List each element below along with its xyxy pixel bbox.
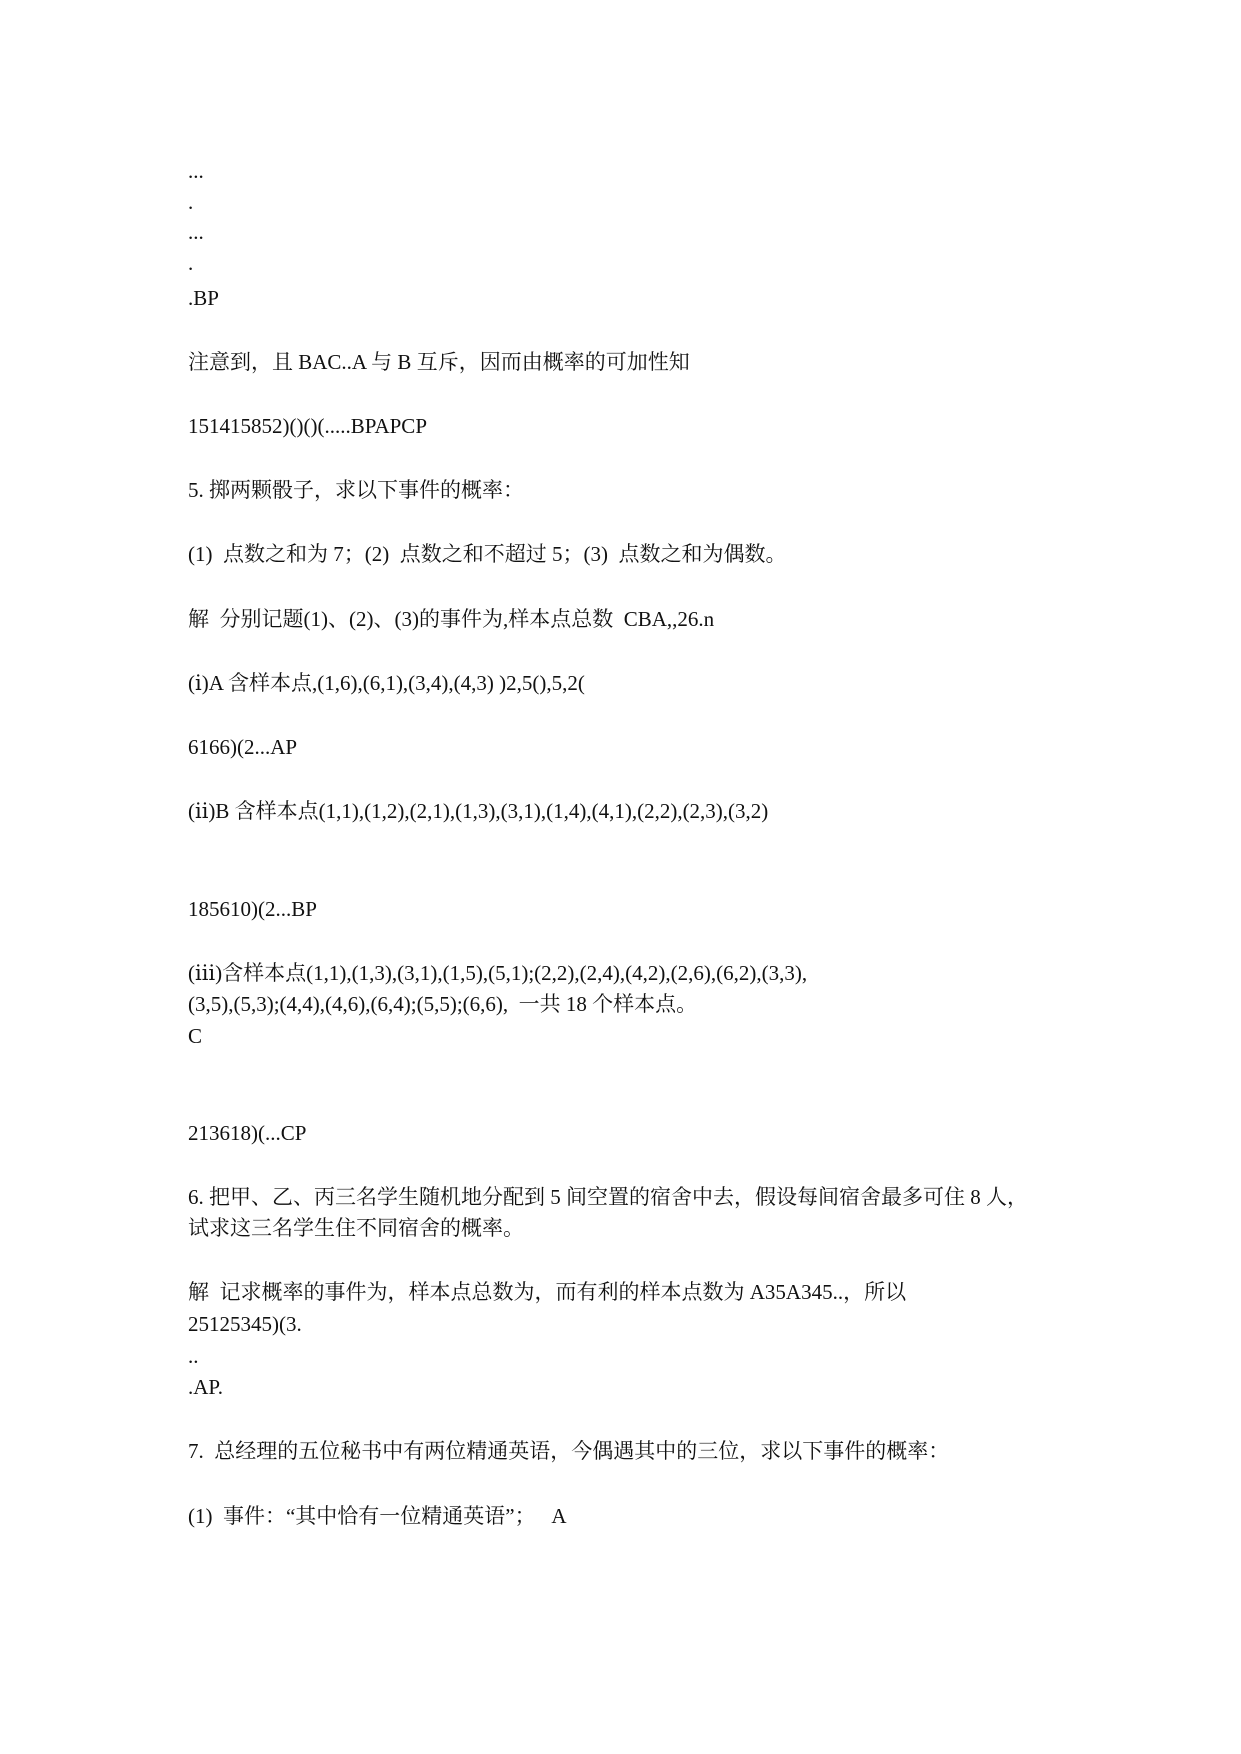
text-line: ... — [188, 220, 204, 244]
formula-line: 185610)(2...BP — [188, 897, 317, 921]
formula-line: .AP. — [188, 1375, 224, 1399]
solution-line: 解 分别记题(1)、(2)、(3)的事件为,样本点总数 CBA,,26.n — [188, 607, 715, 631]
formula-line: 6166)(2...AP — [188, 735, 298, 759]
text-line: ... — [188, 159, 204, 183]
text-line: (ⅲ)含样本点(1,1),(1,3),(3,1),(1,5),(5,1);(2,2),(2,4),(4,2),(2,6),(6,2),(3,3), — [188, 961, 808, 985]
text-line: 试求这三名学生住不同宿舍的概率。 — [188, 1216, 524, 1240]
text-line: (ⅰ)A 含样本点,(1,6),(6,1),(3,4),(4,3) )2,5(),5,2( — [188, 671, 585, 695]
text-line: (1) 点数之和为 7；(2) 点数之和不超过 5；(3) 点数之和为偶数。 — [188, 542, 787, 566]
formula-line: 25125345)(3. — [188, 1312, 302, 1336]
problem-heading: 5. 掷两颗骰子，求以下事件的概率： — [188, 478, 524, 502]
text-line: .. — [188, 1344, 199, 1368]
formula-line: 151415852)()()(.....BPAPCP — [188, 414, 427, 438]
solution-line: 解 记求概率的事件为，样本点总数为，而有利的样本点数为 A35A345..，所以 — [188, 1280, 907, 1304]
text-line: (ⅱ)B 含样本点(1,1),(1,2),(2,1),(1,3),(3,1),(1,4),(4,1),(2,2),(2,3),(3,2) — [188, 799, 769, 823]
text-line: (3,5),(5,3);(4,4),(4,6),(6,4);(5,5);(6,6), 一共 18 个样本点。 — [188, 992, 698, 1016]
text-line: . — [188, 251, 194, 275]
text-line: .BP — [188, 286, 219, 310]
text-line: C — [188, 1024, 203, 1048]
problem-heading: 6. 把甲、乙、丙三名学生随机地分配到 5 间空置的宿舍中去，假设每间宿舍最多可住 8 人， — [188, 1185, 1028, 1209]
text-line: (1) 事件：“其中恰有一位精通英语”； A — [188, 1504, 567, 1528]
text-line: 注意到，且 BAC..A 与 B 互斥，因而由概率的可加性知 — [188, 350, 690, 374]
problem-heading: 7. 总经理的五位秘书中有两位精通英语，今偶遇其中的三位，求以下事件的概率： — [188, 1439, 950, 1463]
text-line: . — [188, 190, 194, 214]
formula-line: 213618)(...CP — [188, 1121, 307, 1145]
